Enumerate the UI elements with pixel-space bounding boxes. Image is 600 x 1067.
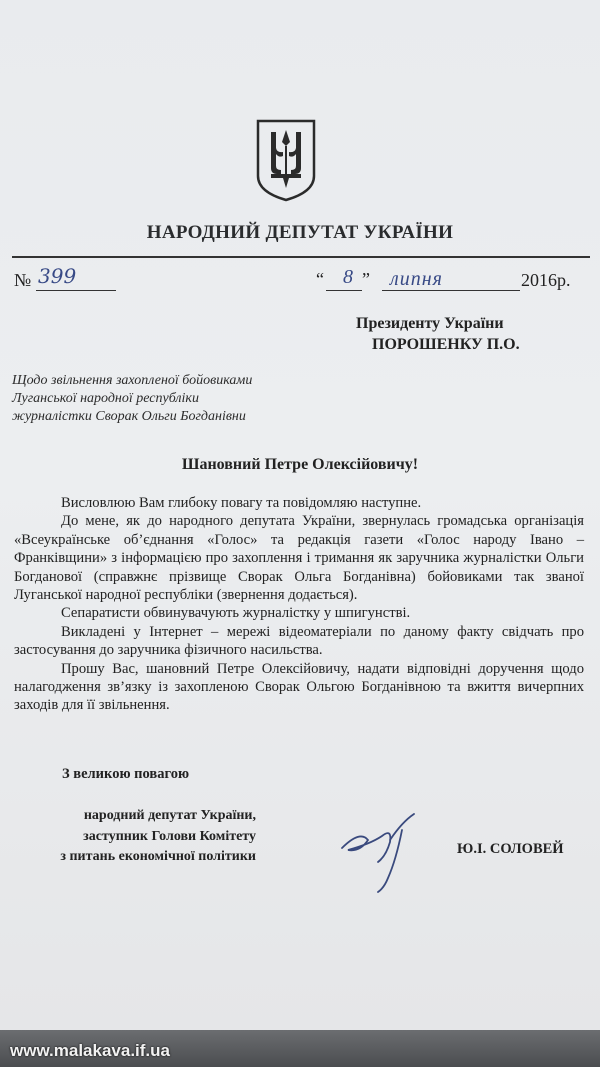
trident-coat-of-arms-icon xyxy=(255,118,317,202)
subject-line: Луганської народної республіки xyxy=(12,391,199,406)
body-paragraph: Викладені у Інтернет – мережі відеоматеріали по даному факту свідчать про застосування до заручника фізичного насильства. xyxy=(14,623,584,659)
month-underline xyxy=(382,290,520,291)
subject-line: Щодо звільнення захопленої бойовиками xyxy=(12,373,253,388)
date-year: 2016р. xyxy=(521,270,571,290)
document-number-value: 399 xyxy=(38,264,77,288)
document-number-label: № xyxy=(14,270,32,290)
body-paragraph: Сепаратисти обвинувачують журналістку у шпигунстві. xyxy=(61,605,411,622)
body-paragraph: Висловлюю Вам глибоку повагу та повідомляю наступне. xyxy=(61,495,422,511)
signer-name: Ю.І. СОЛОВЕЙ xyxy=(457,841,564,857)
date-close-quote: ” xyxy=(362,269,370,289)
day-underline xyxy=(326,290,362,291)
salutation: Шановний Петре Олексійовичу! xyxy=(181,456,419,473)
date-day-value: 8 xyxy=(343,266,353,288)
addressee-block xyxy=(356,313,520,355)
handwritten-signature xyxy=(330,800,440,895)
number-underline xyxy=(36,290,116,291)
date-month-value: липня xyxy=(390,268,443,290)
header-divider xyxy=(12,256,590,258)
body-paragraph: До мене, як до народного депутата України, звернулась громадська організація «Всеукраїнське об’єднання «Голос» та редакція газети «Голос народу Івано – Франківщини» з інформацією про захоплення і тримання як заручника журналістки Ольги Богданової (справжнє прізвище Сворак Ольга Богданівна) бойовиками так званої Луганської народної республіки (звернення додається). xyxy=(14,513,584,604)
position-line: з питань економічної політики xyxy=(60,849,256,864)
signer-position xyxy=(34,806,256,868)
closing-phrase: З великою повагою xyxy=(62,766,190,782)
body-paragraph: Прошу Вас, шановний Петре Олексійовичу, надати відповідні доручення щодо налагодження зв’язку із захопленою Сворак Ольгою Богданівною та вжиття вичерпних заходів для її звільнення. xyxy=(14,660,584,714)
site-watermark: www.malakava.if.ua xyxy=(10,1041,170,1060)
date-open-quote: “ xyxy=(316,269,324,289)
position-line: заступник Голови Комітету xyxy=(83,828,256,844)
subject-line: журналістки Сворак Ольги Богданівни xyxy=(12,409,246,424)
subject-block xyxy=(12,372,252,426)
addressee-title: Президенту України xyxy=(356,315,504,332)
letter-body xyxy=(14,494,584,715)
addressee-name: ПОРОШЕНКУ П.О. xyxy=(372,336,520,353)
position-line: народний депутат України, xyxy=(83,808,256,823)
letterhead-title: НАРОДНИЙ ДЕПУТАТ УКРАЇНИ xyxy=(146,222,454,243)
